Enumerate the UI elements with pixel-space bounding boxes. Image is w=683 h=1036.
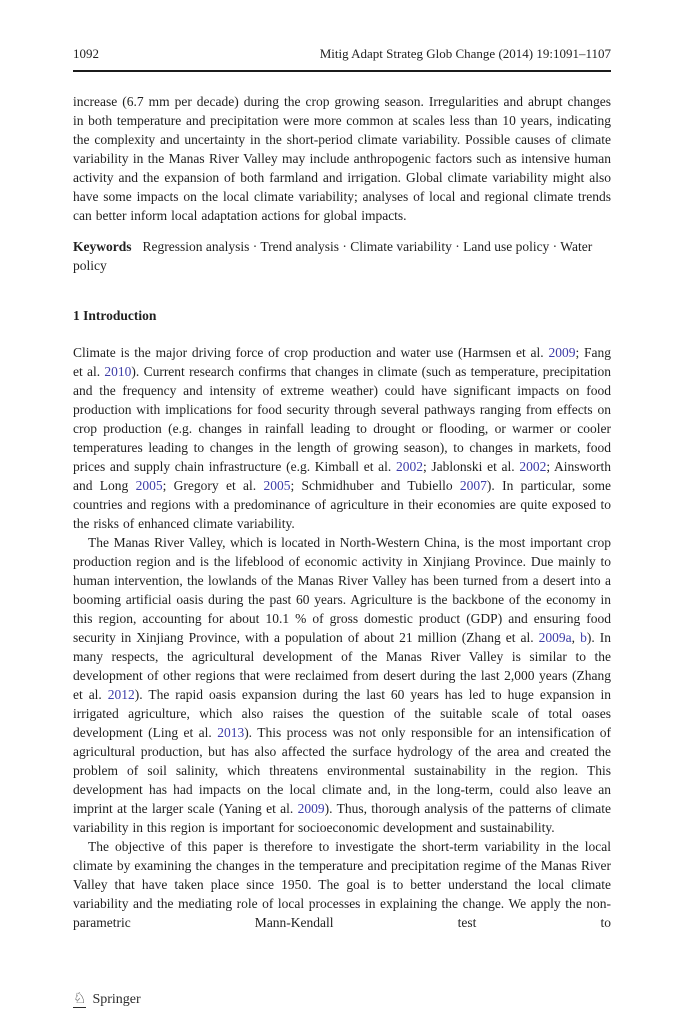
text-run: ; Schmidhuber and Tubiello xyxy=(290,478,460,493)
citation-link[interactable]: 2002 xyxy=(519,459,547,474)
text-run: ; Gregory et al. xyxy=(162,478,264,493)
section-heading-introduction: 1 Introduction xyxy=(73,308,157,323)
citation-link[interactable]: 2009 xyxy=(297,801,325,816)
springer-wordmark: Springer xyxy=(92,991,141,1007)
text-run: ; Jablonski et al. xyxy=(422,459,520,474)
citation-link[interactable]: 2010 xyxy=(104,364,132,379)
intro-paragraph-1 xyxy=(73,343,611,533)
citation-link[interactable]: 2009 xyxy=(548,345,576,360)
citation-link[interactable]: 2005 xyxy=(135,478,163,493)
text-run: ; Fang et al. xyxy=(73,345,611,379)
keywords-list: Regression analysis · Trend analysis · Climate variability · Land use policy · Water policy xyxy=(73,239,593,273)
citation-link[interactable]: 2009a xyxy=(538,630,572,645)
abstract-continuation-paragraph: increase (6.7 mm per decade) during the crop growing season. Irregularities and abrupt changes in both temperature and precipitation were more common at scales less than 10 years, indicating the complexity and uncertainty in the short-period climate variability. Possible causes of climate variability in the Manas River Valley may include anthropogenic factors such as intensive human activity and the expansion of both farmland and irrigation. Global climate variability might also have some impacts on the local climate variability; analyses of local and regional climate trends can better inform local adaptation actions for global impacts. xyxy=(73,94,611,223)
page-header xyxy=(73,46,611,72)
citation-link[interactable]: 2013 xyxy=(217,725,245,740)
text-run: Climate is the major driving force of crop production and water use (Harmsen et al. xyxy=(73,345,549,360)
citation-link[interactable]: 2012 xyxy=(107,687,135,702)
citation-link[interactable]: 2005 xyxy=(263,478,291,493)
text-run: ). In particular, some countries and regions with a predominance of agriculture in their economies are quite exposed to the risks of enhanced climate variability. xyxy=(73,478,612,531)
keywords-block xyxy=(73,237,611,275)
citation-link[interactable]: b xyxy=(580,630,587,645)
text-run: The Manas River Valley, which is located in North-Western China, is the most important crop production region and is the lifeblood of economic activity in Xinjiang Province. Due mainly to human intervention, the lowlands of the Manas River Valley has been turned from a desert into a booming artificial oasis during the past 60 years. Agriculture is the backbone of the economy in this region, accounting for about 10.1 % of gross domestic product (GDP) and ensuring food security in Xinjiang Province, with a population of about 21 million (Zhang et al. xyxy=(73,535,611,645)
text-run: ; Ainsworth and Long xyxy=(73,459,612,493)
text-run: ). Thus, thorough analysis of the patterns of climate variability in this region is important for socioeconomic development and sustainability. xyxy=(73,801,611,835)
journal-citation: Mitig Adapt Strateg Glob Change (2014) 19:1091–1107 xyxy=(319,46,611,61)
springer-horse-icon: ♘ xyxy=(73,989,87,1007)
citation-link[interactable]: 2007 xyxy=(459,478,487,493)
citation-link[interactable]: 2002 xyxy=(395,459,423,474)
intro-paragraph-3 xyxy=(73,837,611,932)
text-run: ). Current research confirms that changes in climate (such as temperature, precipitation and the frequency and intensity of extreme weather) could have significant impacts on food production with implications for food security through several pathways ranging from effects on crop production (e.g. changes in rainfall leading to drought or flooding, or warmer or cooler temperatures leading to changes in the length of growing season), to changes in markets, food prices and supply chain infrastructure (e.g. Kimball et al. xyxy=(73,364,611,474)
intro-paragraph-2 xyxy=(73,533,611,837)
text-run: The objective of this paper is therefore to investigate the short-term variability in the local climate by examining the changes in the temperature and precipitation regime of the Manas River Valley that have taken place since 1950. The goal is to better understand the local climate variability and the mediating role of local processes in explaining the change. We apply the non-parametric Mann-Kendall test to xyxy=(73,839,611,930)
text-run: ). The rapid oasis expansion during the last 60 years has led to huge expansion in irrigated agriculture, which also raises the question of the suitable scale of total oases development (Ling et al. xyxy=(73,687,612,740)
text-run: , xyxy=(571,630,581,645)
publisher-footer xyxy=(73,991,141,1008)
keywords-label: Keywords xyxy=(73,239,132,254)
text-run: ). This process was not only responsible for an intensification of agricultural production, but has also affected the surface hydrology of the area and created the problem of soil salinity, which threatens environmental sustainability in the region. This development has had impacts on the local climate and, in the long-term, could also leave an imprint at the larger scale (Yaning et al. xyxy=(73,725,611,816)
page-number: 1092 xyxy=(73,46,99,61)
text-run: ). In many respects, the agricultural development of the Manas River Valley is similar to the development of other regions that were reclaimed from desert during the last 2,000 years (Zhang et al. xyxy=(73,630,611,702)
